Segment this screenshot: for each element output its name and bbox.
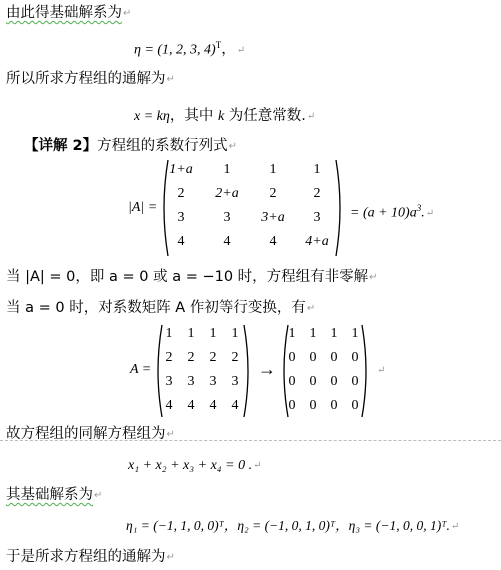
general-solution-text: 所以所求方程组的通解为	[6, 71, 166, 87]
formula-eta-vectors	[126, 517, 459, 536]
paragraph-mark-icon: ↵	[253, 460, 262, 471]
det-cell: 1	[313, 162, 321, 177]
basic-system-text: 其基础解系为	[6, 487, 93, 503]
formula-sum-zero	[128, 457, 262, 475]
R-cell: 0	[351, 374, 359, 389]
A-cell: 2	[187, 350, 195, 365]
paragraph-mark-icon: ↵	[425, 207, 435, 219]
A-label: A =	[130, 362, 152, 377]
text-line-condition	[6, 268, 378, 287]
A-cell: 1	[209, 326, 217, 341]
text-line-general-solution	[6, 70, 175, 89]
R-cell: 0	[288, 374, 296, 389]
a-zero-text: 当 a = 0 时，对系数矩阵 A 作初等行变换，有	[6, 300, 306, 316]
A-cell: 2	[165, 350, 173, 365]
text-line-final	[6, 548, 175, 567]
paragraph-mark-icon: ↵	[228, 141, 238, 152]
R-cell: 1	[288, 326, 296, 341]
det-cell: 4+a	[305, 234, 329, 249]
paragraph-mark-icon: ↵	[236, 44, 246, 56]
R-cell: 0	[309, 374, 317, 389]
section-break-divider	[0, 440, 501, 441]
eta-comma: ，	[221, 41, 236, 58]
x-tail-k: k	[217, 109, 225, 124]
paragraph-mark-icon: ↵	[306, 111, 316, 122]
A-cell: 1	[165, 326, 173, 341]
R-cell: 0	[288, 398, 296, 413]
det-cell: 1	[269, 162, 277, 177]
A-cell: 3	[187, 374, 195, 389]
det-cell: 4	[223, 234, 231, 249]
R-cell: 1	[351, 326, 359, 341]
R-cell: 0	[351, 398, 359, 413]
det-cell: 2	[177, 186, 185, 201]
det-cell: 2	[269, 186, 277, 201]
method-2-heading	[24, 137, 237, 156]
paragraph-mark-icon: ↵	[450, 521, 460, 532]
A-cell: 1	[231, 326, 239, 341]
R-cell: 0	[330, 374, 338, 389]
method-2-bracket-label: 【详解 2】	[24, 138, 98, 154]
A-cell: 4	[165, 398, 173, 413]
paragraph-mark-icon: ↵	[166, 429, 175, 440]
condition-text: 当 |A| = 0，即 a = 0 或 a = −10 时，方程组有非零解	[6, 269, 369, 285]
x-tail-a: ，其中	[169, 108, 218, 124]
final-text: 于是所求方程组的通解为	[6, 549, 166, 565]
det-cell: 1	[223, 162, 231, 177]
paragraph-mark-icon: ↵	[123, 8, 132, 19]
eta-transpose: T	[215, 40, 222, 50]
det-cell: 3	[177, 210, 185, 225]
paragraph-mark-icon: ↵	[166, 552, 175, 563]
det-result-expression: = (a + 10)a	[350, 205, 417, 221]
det-result	[350, 199, 434, 223]
formula-eta	[134, 36, 245, 60]
formula-x-k-eta	[134, 106, 315, 126]
det-cell: 2	[313, 186, 321, 201]
R-cell: 0	[330, 398, 338, 413]
eta-vectors-expression: η₁ = (−1, 1, 0, 0)ᵀ，η₂ = (−1, 0, 1, 0)ᵀ，η₃ = (−1, 0, 0, 1)ᵀ.	[126, 518, 450, 533]
R-cell: 0	[309, 350, 317, 365]
A-cell: 3	[231, 374, 239, 389]
paragraph-mark-icon: ↵	[166, 74, 175, 85]
text-line-same-solution	[6, 425, 175, 444]
R-cell: 1	[309, 326, 317, 341]
text-line-basic-system	[6, 486, 102, 505]
method-2-heading-text: 方程组的系数行列式	[97, 138, 228, 154]
A-cell: 4	[231, 398, 239, 413]
paragraph-mark-icon: ↵	[306, 303, 316, 314]
eta-expression: η = (1, 2, 3, 4)	[134, 42, 216, 58]
transform-arrow: →	[258, 359, 276, 379]
paragraph-mark-icon: ↵	[377, 365, 386, 376]
det-cell: 1+a	[169, 162, 193, 177]
R-cell: 0	[351, 350, 359, 365]
det-cell: 2+a	[215, 186, 239, 201]
det-result-period: .	[421, 205, 425, 221]
basis-intro-text: 由此得基础解系为	[6, 5, 122, 21]
x-k-eta-expression: x = kη	[134, 109, 170, 124]
A-cell: 2	[231, 350, 239, 365]
det-cell: 4	[177, 234, 185, 249]
same-solution-text: 故方程组的同解方程组为	[6, 426, 166, 442]
det-cell: 3	[313, 210, 321, 225]
R-cell: 0	[309, 398, 317, 413]
det-label: |A| =	[128, 200, 158, 215]
A-cell: 4	[187, 398, 195, 413]
A-cell: 3	[165, 374, 173, 389]
A-cell: 1	[187, 326, 195, 341]
text-line-basis-intro	[6, 4, 131, 23]
A-cell: 2	[209, 350, 217, 365]
det-cell: 3	[223, 210, 231, 225]
A-cell: 4	[209, 398, 217, 413]
A-cell: 3	[209, 374, 217, 389]
text-line-a-zero	[6, 299, 315, 318]
sum-zero-expression: x₁ + x₂ + x₃ + x₄ = 0 .	[128, 458, 253, 473]
R-cell: 0	[330, 350, 338, 365]
x-tail-b: 为任意常数.	[224, 108, 306, 124]
R-cell: 0	[288, 350, 296, 365]
det-cell: 3+a	[261, 210, 285, 225]
paragraph-mark-icon: ↵	[94, 490, 103, 501]
det-result-exponent: 3	[416, 203, 422, 213]
paragraph-mark-icon: ↵	[369, 272, 378, 283]
R-cell: 1	[330, 326, 338, 341]
det-cell: 4	[269, 234, 277, 249]
